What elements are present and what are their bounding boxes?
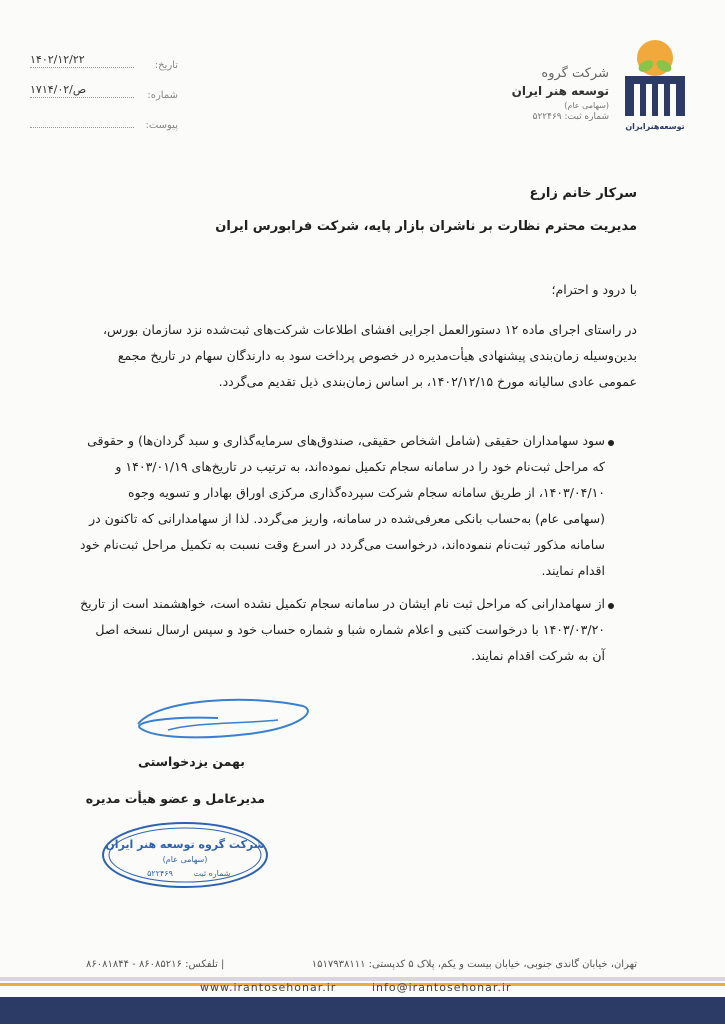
signatory-title: مدیرعامل و عضو هیأت مدیره <box>85 791 265 806</box>
bullet-marker <box>608 440 614 446</box>
stamp-reg-label: شماره ثبت <box>193 869 231 878</box>
footer-divider <box>0 977 725 981</box>
bullet1-line: سامانه مذکور ثبت‌نام ننموده‌اند، درخواست می‌گردد در اسرع وقت نسبت به تکمیل مراحل ثبت‌نام خود <box>79 537 605 552</box>
company-brand: شرکت گروه <box>541 66 609 81</box>
footer-website[interactable]: www.irantosehonar.ir <box>200 981 337 994</box>
footer-accent-line <box>0 983 725 986</box>
number-field <box>30 83 178 106</box>
attachment-field <box>30 118 178 136</box>
intro-line: در راستای اجرای ماده ۱۲ دستورالعمل اجرایی افشای اطلاعات شرکت‌های ثبت‌شده نزد سازمان بورس، <box>102 322 637 337</box>
footer-band <box>0 997 725 1024</box>
company-block <box>512 66 609 122</box>
footer-email[interactable]: info@irantosehonar.ir <box>372 981 512 994</box>
date-label: تاریخ: <box>154 60 178 71</box>
bullet1-line: (سهامی عام) به‌حساب بانکی معرفی‌شده در سامانه، واریز می‌گردد. لذا از سهامدارانی که تاکنون در <box>89 511 605 526</box>
salutation: سرکار خانم زارع <box>529 186 637 201</box>
signatory-name: بهمن یزدخواستی <box>138 754 245 769</box>
number-label: شماره: <box>147 90 178 101</box>
company-type: (سهامی عام) <box>564 101 609 110</box>
bullet2-line: آن به شرکت اقدام نمایند. <box>471 648 605 663</box>
intro-line: بدین‌وسیله زمان‌بندی پیشنهادی هیأت‌مدیره در خصوص پرداخت سود به دارندگان سهام در تاریخ مجمع <box>117 348 637 363</box>
attachment-label: پیوست: <box>145 120 178 131</box>
date-value: ۱۴۰۲/۱۲/۲۲ <box>30 53 85 66</box>
handwritten-signature <box>128 694 318 758</box>
company-stamp <box>100 820 270 894</box>
footer-address: تهران، خیابان گاندی جنوبی، خیابان بیست و یکم، پلاک ۵ کدپستی: ۱۵۱۷۹۳۸۱۱۱ <box>311 959 637 970</box>
footer-phones: | تلفکس: ۸۶۰۸۵۲۱۶ - ۸۶۰۸۱۸۴۴ <box>86 959 225 970</box>
stamp-reg-number: ۵۲۲۴۶۹ <box>147 869 173 878</box>
greeting: با درود و احترام؛ <box>551 282 637 297</box>
bullet2-line: ۱۴۰۳/۰۳/۲۰ با درخواست کتبی و اعلام شماره شبا و شماره حساب خود و سپس ارسال نسخه اصل <box>95 622 605 637</box>
bullet-marker <box>608 603 614 609</box>
logo-text: توسعه‌هنرایران <box>625 122 685 131</box>
number-value: ۱۷۱۴/ص/۰۲ <box>30 83 87 96</box>
bullet2-line: از سهامدارانی که مراحل ثبت نام ایشان در سامانه سجام تکمیل نشده است، خواهشمند است از تاریخ <box>80 596 605 611</box>
intro-line: عمومی عادی سالیانه مورخ ۱۴۰۲/۱۲/۱۵، بر اساس زمان‌بندی ذیل تقدیم می‌گردد. <box>218 374 637 389</box>
company-logo <box>622 36 688 132</box>
bullet1-line: سود سهامداران حقیقی (شامل اشخاص حقیقی، صندوق‌های سرمایه‌گذاری و سبد گردان‌ها) و حقوقی <box>87 433 605 448</box>
company-name: توسعه هنر ایران <box>511 84 609 98</box>
bullet1-line: که مراحل ثبت‌نام خود را در سامانه سجام تکمیل نموده‌اند، به ترتیب در تاریخ‌های ۱۴۰۳/۰۱/۱۹ و <box>115 459 605 474</box>
bullet1-line: ۱۴۰۳/۰۴/۱۰، از طریق سامانه سجام شرکت سپرده‌گذاری مرکزی اوراق بهادار و تسویه وجوه <box>128 485 605 500</box>
stamp-company: شرکت گروه توسعه هنر ایران <box>105 838 265 851</box>
date-field <box>30 53 178 76</box>
recipient: مدیریت محترم نظارت بر ناشران بازار پایه، شرکت فرابورس ایران <box>215 219 637 234</box>
stamp-type: (سهامی عام) <box>162 855 208 864</box>
company-registration: شماره ثبت: ۵۲۲۴۶۹ <box>532 112 609 122</box>
bullet1-line: اقدام نمایند. <box>541 563 605 578</box>
